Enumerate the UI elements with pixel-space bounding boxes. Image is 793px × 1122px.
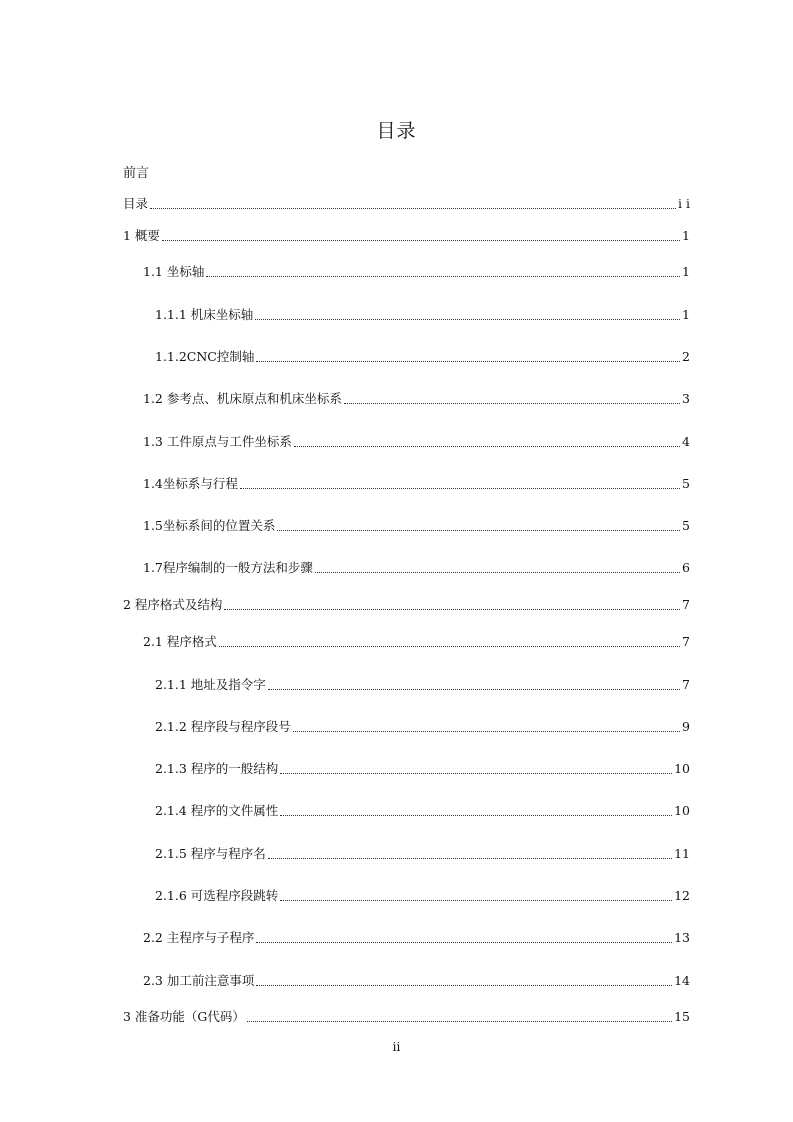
toc-entry[interactable]	[0, 432, 793, 450]
toc-entry[interactable]	[0, 305, 793, 323]
toc-entry-page: 4	[682, 434, 690, 449]
toc-entry-label: 2.1.5 程序与程序名	[155, 846, 266, 861]
toc-leader	[240, 488, 680, 489]
toc-entry[interactable]	[0, 474, 793, 492]
toc-entry[interactable]	[0, 759, 793, 777]
toc-entry[interactable]	[0, 595, 793, 613]
toc-entry-page: 7	[682, 677, 690, 692]
toc-leader	[294, 446, 680, 447]
toc-entry[interactable]	[0, 971, 793, 989]
toc-entry[interactable]	[0, 347, 793, 365]
toc-entry-page: 7	[682, 634, 690, 649]
toc-entry-label: 1.1 坐标轴	[143, 264, 205, 279]
toc-entry-label: 1 概要	[123, 228, 160, 243]
page-number-footer: ii	[392, 1040, 401, 1054]
toc-entry-page: 10	[674, 803, 690, 818]
toc-entry[interactable]	[0, 886, 793, 904]
toc-leader	[256, 942, 672, 943]
toc-entry[interactable]	[0, 675, 793, 693]
toc-entry-label: 3 准备功能（G代码）	[123, 1009, 245, 1024]
toc-leader	[280, 815, 672, 816]
toc-leader	[268, 689, 680, 690]
toc-entry[interactable]	[0, 801, 793, 819]
toc-leader	[315, 572, 680, 573]
toc-entry[interactable]	[0, 717, 793, 735]
toc-entry-page: 12	[674, 888, 690, 903]
toc-entry-label: 1.1.1 机床坐标轴	[155, 307, 254, 322]
toc-entry-page: i i	[678, 196, 690, 211]
toc-leader	[150, 208, 676, 209]
toc-entry-label: 2.1 程序格式	[143, 634, 217, 649]
toc-entry[interactable]	[0, 558, 793, 576]
toc-entry-page: 14	[674, 973, 690, 988]
toc-leader	[280, 900, 672, 901]
toc-entry[interactable]	[0, 928, 793, 946]
toc-entry-page: 7	[682, 597, 690, 612]
toc-leader	[268, 858, 672, 859]
toc-entry[interactable]	[0, 226, 793, 244]
toc-leader	[256, 985, 672, 986]
toc-leader	[224, 609, 680, 610]
toc-entry-page: 1	[682, 307, 690, 322]
toc-entry-label: 2.1.1 地址及指令字	[155, 677, 266, 692]
toc-entry-label: 1.1.2CNC控制轴	[155, 349, 255, 364]
toc-entry[interactable]	[0, 389, 793, 407]
toc-entry-page: 15	[674, 1009, 690, 1024]
toc-entry[interactable]	[0, 194, 793, 212]
toc-entry-label: 2.1.2 程序段与程序段号	[155, 719, 291, 734]
toc-entry-label: 2 程序格式及结构	[123, 597, 223, 612]
toc-entry-page: 2	[682, 349, 690, 364]
toc-leader	[280, 773, 672, 774]
toc-entry-page: 6	[682, 560, 690, 575]
toc-leader	[247, 1021, 672, 1022]
toc-preface: 前言	[123, 166, 150, 181]
toc-entry[interactable]	[0, 1007, 793, 1025]
toc-entry-page: 5	[682, 518, 690, 533]
toc-leader	[344, 403, 680, 404]
toc-leader	[277, 530, 680, 531]
toc-entry-page: 1	[682, 264, 690, 279]
toc-entry[interactable]	[0, 844, 793, 862]
toc-entry-label: 2.1.4 程序的文件属性	[155, 803, 279, 818]
toc-entry-label: 1.5坐标系间的位置关系	[143, 518, 276, 533]
toc-entry-page: 9	[682, 719, 690, 734]
toc-leader	[255, 319, 680, 320]
toc-entry-page: 5	[682, 476, 690, 491]
toc-entry-label: 1.2 参考点、机床原点和机床坐标系	[143, 391, 342, 406]
toc-entry-label: 2.1.6 可选程序段跳转	[155, 888, 279, 903]
toc-entry-label: 2.2 主程序与子程序	[143, 930, 255, 945]
toc-entry-label: 目录	[123, 196, 149, 211]
toc-entry-label: 1.4坐标系与行程	[143, 476, 238, 491]
toc-entry-label: 1.3 工件原点与工件坐标系	[143, 434, 292, 449]
toc-leader	[162, 240, 680, 241]
toc-entry-page: 10	[674, 761, 690, 776]
toc-entry[interactable]	[0, 262, 793, 280]
toc-entry-page: 11	[674, 846, 690, 861]
toc-leader	[256, 361, 680, 362]
toc-leader	[206, 276, 680, 277]
toc-entry-page: 13	[674, 930, 690, 945]
toc-entry-page: 3	[682, 391, 690, 406]
toc-entry[interactable]	[0, 632, 793, 650]
page-title: 目录	[376, 120, 417, 142]
toc-entry-label: 2.1.3 程序的一般结构	[155, 761, 279, 776]
toc-entry-label: 2.3 加工前注意事项	[143, 973, 255, 988]
toc-entry[interactable]	[0, 516, 793, 534]
toc-entry-page: 1	[682, 228, 690, 243]
toc-entry-label: 1.7程序编制的一般方法和步骤	[143, 560, 313, 575]
toc-leader	[293, 731, 680, 732]
toc-leader	[219, 646, 680, 647]
